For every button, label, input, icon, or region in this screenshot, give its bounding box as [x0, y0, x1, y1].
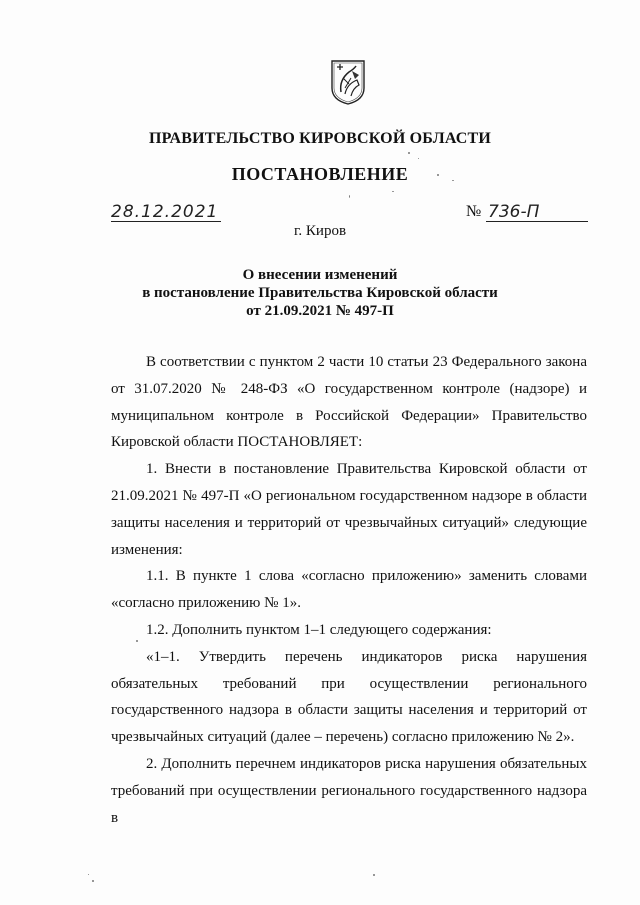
document-type: ПОСТАНОВЛЕНИЕ	[231, 164, 409, 184]
coat-of-arms-icon	[329, 58, 367, 106]
organization-name: ПРАВИТЕЛЬСТВО КИРОВСКОЙ ОБЛАСТИ	[148, 130, 492, 147]
paragraph: 1.1. В пункте 1 слова «согласно приложению» заменить словами «согласно приложению № 1».	[111, 568, 587, 612]
document-number: 736-П	[486, 203, 588, 222]
paragraph: 1. Внести в постановление Правительства Кировской области от 21.09.2021 № 497-П «О региональном государственном надзоре в области защиты населения и территорий от чрезвычайных ситуаций» следующие изменения:	[111, 461, 587, 558]
number-label: №	[466, 203, 482, 220]
document-title	[0, 266, 640, 320]
title-line: в постановление Правительства Кировской области	[142, 285, 498, 301]
document-date: 28.12.2021	[111, 203, 221, 222]
paragraph: В соответствии с пунктом 2 части 10 статьи 23 Федерального закона от 31.07.2020 № 248-ФЗ «О государственном контроле (надзоре) и муниципальном контроле в Российской Федерации» Правительство Кировской области ПОСТАНОВЛЯЕТ:	[111, 354, 587, 451]
document-body	[111, 349, 587, 831]
title-line: О внесении изменений	[242, 267, 398, 283]
paragraph: 2. Дополнить перечнем индикаторов риска нарушения обязательных требований при осуществлении регионального государственного надзора в	[111, 755, 587, 826]
paragraph: 1.2. Дополнить пунктом 1–1 следующего содержания:	[146, 621, 492, 638]
city: г. Киров	[293, 223, 347, 239]
paragraph: «1–1. Утвердить перечень индикаторов риска нарушения обязательных требований при осуществлении регионального государственного надзора в области защиты населения и территорий от чрезвычайных ситуаций (далее – перечень) согласно приложению № 2».	[111, 648, 587, 746]
title-line: от 21.09.2021 № 497-П	[246, 303, 394, 319]
